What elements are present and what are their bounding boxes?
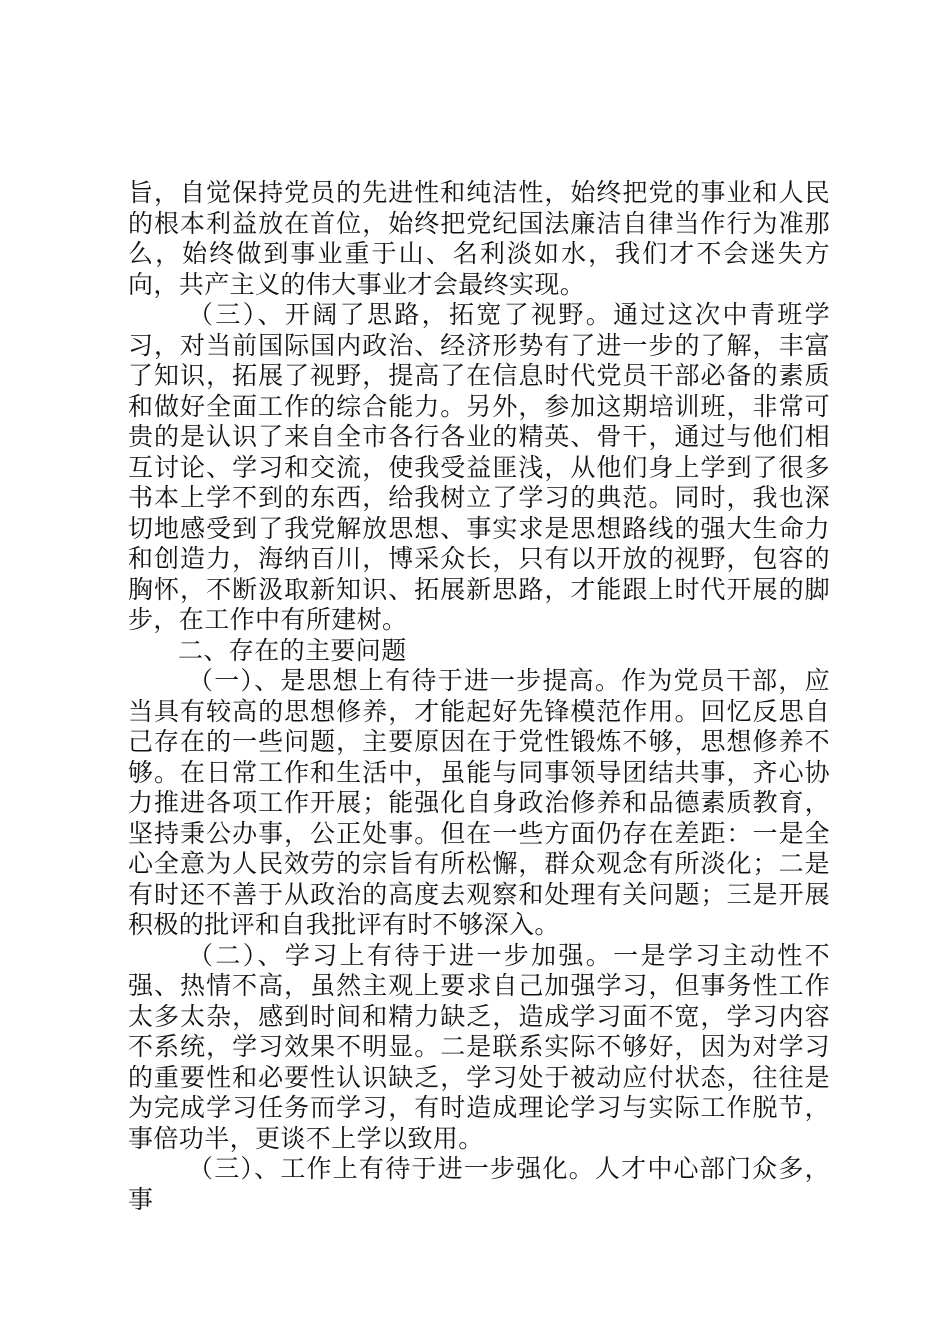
paragraph-section-2-1: （一）、是思想上有待于进一步提高。作为党员干部，应当具有较高的思想修养，才能起好先锋模范作用。回忆反思自己存在的一些问题，主要原因在于党性锻炼不够，思想修养不够。在日常工作和生活中，虽能与同事领导团结共事，齐心协力推进各项工作开展；能强化自身政治修养和品德素质教育，坚持秉公办事，公正处事。但在一些方面仍存在差距：一是全心全意为人民效劳的宗旨有所松懈，群众观念有所淡化；二是有时还不善于从政治的高度去观察和处理有关问题；三是开展积极的批评和自我批评有时不够深入。: [128, 666, 830, 939]
paragraph-section-1-3: （三）、开阔了思路，拓宽了视野。通过这次中青班学习，对当前国际国内政治、经济形势有了进一步的了解，丰富了知识，拓展了视野，提高了在信息时代党员干部必备的素质和做好全面工作的综合能力。另外，参加这期培训班，非常可贵的是认识了来自全市各行各业的精英、骨干，通过与他们相互讨论、学习和交流，使我受益匪浅，从他们身上学到了很多书本上学不到的东西，给我树立了学习的典范。同时，我也深切地感受到了我党解放思想、事实求是思想路线的强大生命力和创造力，海纳百川，博采众长，只有以开放的视野，包容的胸怀，不断汲取新知识、拓展新思路，才能跟上时代开展的脚步，在工作中有所建树。: [128, 300, 830, 634]
paragraph-section-2-3: （三）、工作上有待于进一步强化。人才中心部门众多，事: [128, 1154, 830, 1214]
paragraph-continuation: 旨，自觉保持党员的先进性和纯洁性，始终把党的事业和人民的根本利益放在首位，始终把党纪国法廉洁自律当作行为准那么，始终做到事业重于山、名利淡如水，我们才不会迷失方向，共产主义的伟大事业才会最终实现。: [128, 178, 830, 299]
paragraph-section-2-2: （二）、学习上有待于进一步加强。一是学习主动性不强、热情不高，虽然主观上要求自己加强学习，但事务性工作太多太杂，感到时间和精力缺乏，造成学习面不宽，学习内容不系统，学习效果不明显。二是联系实际不够好，因为对学习的重要性和必要性认识缺乏，学习处于被动应付状态，往往是为完成学习任务而学习，有时造成理论学习与实际工作脱节，事倍功半，更谈不上学以致用。: [128, 940, 830, 1153]
section-heading-problems: 二、存在的主要问题: [178, 635, 407, 665]
document-body: [128, 178, 830, 1215]
